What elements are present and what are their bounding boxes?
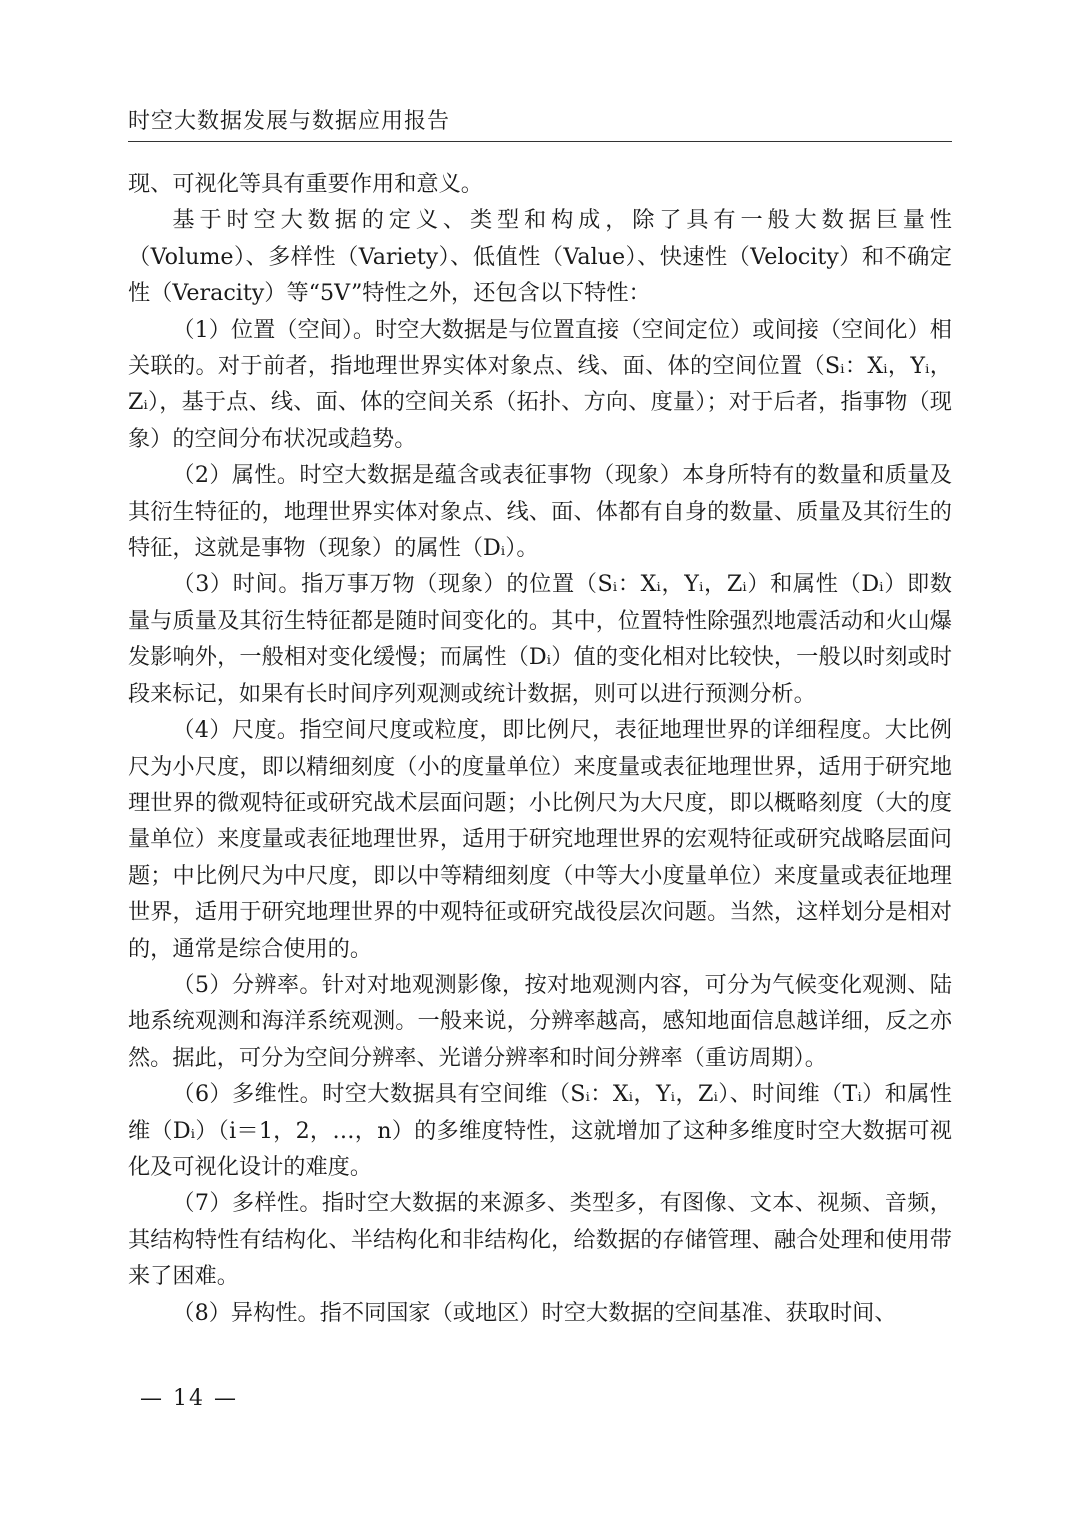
paragraph: （3）时间。指万事万物（现象）的位置（Sᵢ：Xᵢ，Yᵢ，Zᵢ）和属性（Dᵢ）即数量与质量及其衍生特征都是随时间变化的。其中，位置特性除强烈地震活动和火山爆发影响外，一般相对变化缓慢；而属性（Dᵢ）值的变化相对比较快，一般以时刻或时段来标记，如果有长时间序列观测或统计数据，则可以进行预测分析。 xyxy=(128,571,952,707)
paragraph: （2）属性。时空大数据是蕴含或表征事物（现象）本身所特有的数量和质量及其衍生特征的，地理世界实体对象点、线、面、体都有自身的数量、质量及其衍生的特征，这就是事物（现象）的属性（Dᵢ）。 xyxy=(128,462,952,562)
header-rule xyxy=(128,141,952,142)
paragraph: （4）尺度。指空间尺度或粒度，即比例尺，表征地理世界的详细程度。大比例尺为小尺度，即以精细刻度（小的度量单位）来度量或表征地理世界，适用于研究地理世界的微观特征或研究战术层面问题；小比例尺为大尺度，即以概略刻度（大的度量单位）来度量或表征地理世界，适用于研究地理世界的宏观特征或研究战略层面问题；中比例尺为中尺度，即以中等精细刻度（中等大小度量单位）来度量或表征地理世界，适用于研究地理世界的中观特征或研究战役层次问题。当然，这样划分是相对的，通常是综合使用的。 xyxy=(128,717,952,962)
paragraph: 基于时空大数据的定义、类型和构成，除了具有一般大数据巨量性（Volume）、多样性（Variety）、低值性（Value）、快速性（Velocity）和不确定性（Veracity）等“5V”特性之外，还包含以下特性： xyxy=(128,207,952,307)
paragraph: （8）异构性。指不同国家（或地区）时空大数据的空间基准、获取时间、 xyxy=(172,1299,897,1326)
paragraph: （5）分辨率。针对对地观测影像，按对地观测内容，可分为气候变化观测、陆地系统观测和海洋系统观测。一般来说，分辨率越高，感知地面信息越详细，反之亦然。据此，可分为空间分辨率、光谱分辨率和时间分辨率（重访周期）。 xyxy=(128,971,952,1071)
paragraph: （6）多维性。时空大数据具有空间维（Sᵢ：Xᵢ，Yᵢ，Zᵢ）、时间维（Tᵢ）和属性维（Dᵢ）（i＝1，2，…，n）的多维度特性，这就增加了这种多维度时空大数据可视化及可视化设计的难度。 xyxy=(128,1081,952,1180)
paragraph: （1）位置（空间）。时空大数据是与位置直接（空间定位）或间接（空间化）相关联的。对于前者，指地理世界实体对象点、线、面、体的空间位置（Sᵢ：Xᵢ，Yᵢ，Zᵢ），基于点、线、面、体的空间关系（拓扑、方向、度量）；对于后者，指事物（现象）的空间分布状况或趋势。 xyxy=(128,316,952,452)
page-number: — 14 — xyxy=(140,1386,238,1411)
paragraph: （7）多样性。指时空大数据的来源多、类型多，有图像、文本、视频、音频，其结构特性有结构化、半结构化和非结构化，给数据的存储管理、融合处理和使用带来了困难。 xyxy=(128,1190,952,1290)
running-header: 时空大数据发展与数据应用报告 xyxy=(128,109,451,134)
paragraph: 现、可视化等具有重要作用和意义。 xyxy=(128,171,483,197)
page-body xyxy=(128,166,952,1331)
